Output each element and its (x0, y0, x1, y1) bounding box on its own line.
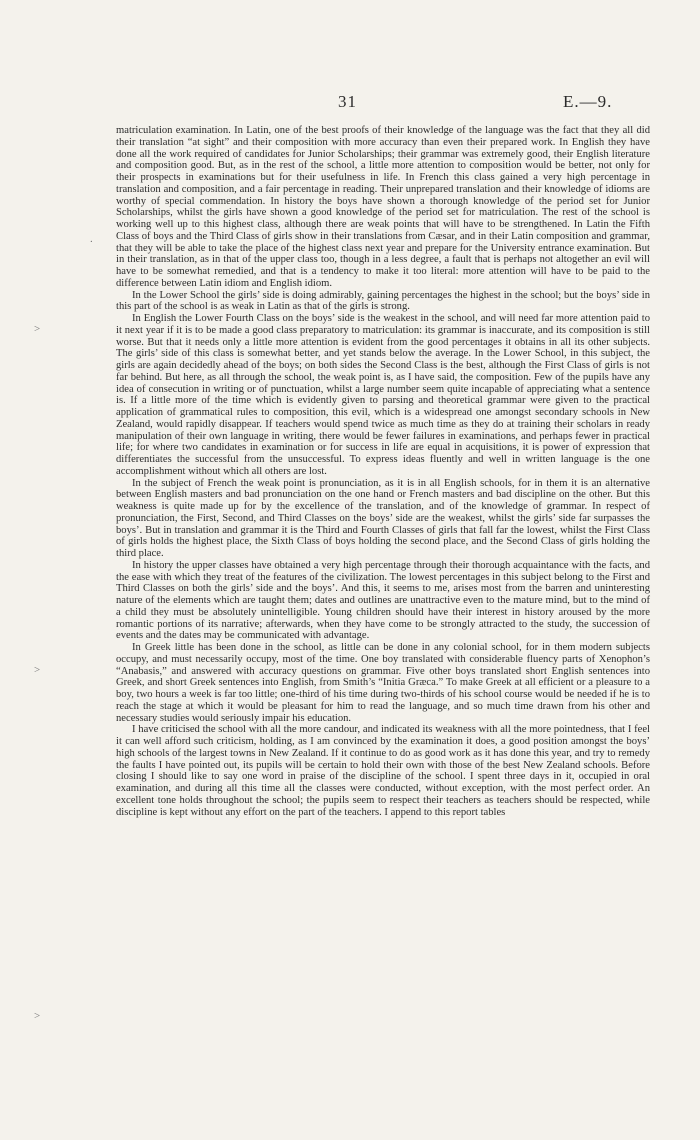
paragraph: In the subject of French the weak point is pronunciation, as it is in all English schools, for in them it is an alternative between English masters and bad pronunciation on the one hand or French masters and bad discipline on the other. But this weakness is quite made up for by the excellence of the translation, and of the knowledge of grammar. In respect of pronunciation, the First, Second, and Third Classes on the boys’ side are the weakest, whilst the girls’ side far surpasses the boys’. But in translation and grammar it is the Third and Fourth Classes of girls that fall far the lowest, whilst the First Class of girls holds the highest place, the Sixth Class of boys holding the second place, and the Second Class of girls holding the third place. (116, 477, 650, 559)
body-text (116, 125, 650, 818)
margin-mark: . (90, 233, 93, 245)
page-number: 31 (338, 92, 357, 111)
paragraph: I have criticised the school with all the more candour, and indicated its weakness with all the more pointedness, that I feel it can well afford such criticism, holding, as I am convinced by the examination it does, a good position amongst the boys’ high schools of the largest towns in New Zealand. If it continue to do as good work as it has done this year, and try to remedy the faults I have pointed out, its pupils will be certain to hold their own with those of the best New Zealand schools. Before closing I should like to say one word in praise of the discipline of the school. I spent three days in it, occupied in oral examination, and during all this time all the classes were conducted, without exception, with the most perfect order. An excellent tone holds throughout the school; the pupils seem to respect their teachers as teachers should be respected, while discipline is kept without any effort on the part of the teachers. I append to this report tables (116, 724, 650, 818)
paragraph: In the Lower School the girls’ side is doing admirably, gaining percentages the highest in the school; but the boys’ side in this part of the school is as weak in Latin as that of the girls is strong. (116, 289, 650, 313)
paragraph: In history the upper classes have obtained a very high percentage through their thorough acquaintance with the facts, and the ease with which they treat of the features of the civilization. The lowest percentages in this subject belong to the First and Third Classes on both the girls’ side and the boys’. And this, it seems to me, arises most from the barren and uninteresting nature of the elements which are taught them; dates and outlines are unattractive even to the mature mind, but to the mind of a child they must be absolutely unintelligible. Young children should have their interest in history aroused by the more romantic portions of its narrative; afterwards, when they have come to be strongly attracted to the study, the succession of events and the dates may be communicated with advantage. (116, 559, 650, 642)
margin-mark: > (34, 323, 41, 335)
document-reference: E.—9. (563, 92, 613, 111)
paragraph: matriculation examination. In Latin, one of the best proofs of their knowledge of the language was the fact that they all did their translation “at sight” and their composition with more accuracy than even their prepared work. In English they have done all the work required of candidates for Junior Scholarships; their grammar was extremely good, their English literature and composition good. But, as in the rest of the school, a little more attention to composition would be better, not only for their prospects in examinations but for their usefulness in life. In French this class gained a very high percentage in translation and composition, and a fair percentage in reading. Their unprepared translation and their knowledge of idioms are worthy of special commendation. In history the boys have shown a thorough knowledge of the period set for Junior Scholarships, whilst the girls have shown a good knowledge of the period set for matriculation. The rest of the school is working well up to this highest class, although there are weak points that will have to be strengthened. In Latin the Fifth Class of boys and the Third Class of girls show in their translations from Cæsar, and in their Latin composition and grammar, that they will be able to take the place of the highest class next year and prepare for the University entrance examination. But in their translation, as in that of the upper class too, though in a less degree, a fault that is perhaps not altogether an evil will have to be somewhat remedied, and that is a tendency to make it too literal: more attention will have to be paid to the difference between Latin idiom and English idiom. (116, 125, 650, 289)
paragraph: In English the Lower Fourth Class on the boys’ side is the weakest in the school, and will need far more attention paid to it next year if it is to be made a good class preparatory to matriculation: its grammar is inaccurate, and its composition is still worse. But that it needs only a little more attention is evident from the good percentages it obtains in all its other subjects. The girls’ side of this class is somewhat better, and yet stands below the average. In the Lower School, in this subject, the girls are again decidedly ahead of the boys; on both sides the Second Class is the best, although the First Class of girls is not far behind. But here, as all through the school, the weak point is, as I have said, the composition. Few of the pupils have any idea of consecution in writing or of punctuation, whilst a large number seem quite incapable of appreciating what a sentence is. If a little more of the time which is evidently given to parsing and theoretical grammar were given to the practical application of grammatical rules to composition, this evil, which is a widespread one amongst secondary schools in New Zealand, would rapidly disappear. If teachers would spend twice as much time as they do at training their scholars in ready manipulation of their own language in writing, there would be fewer failures in examinations, and perhaps fewer in practical life; for where two candidates in examination or for success in life are equal in acquisitions, it is power of expression that differentiates the successful from the unsuccessful. To express ideas fluently and well in written language is the one accomplishment without which all others are lost. (116, 313, 650, 477)
margin-mark: > (34, 1010, 41, 1022)
paragraph: In Greek little has been done in the school, as little can be done in any colonial school, for in them modern subjects occupy, and must necessarily occupy, most of the time. One boy translated with considerable fluency parts of Xenophon’s “Anabasis,” and answered with accuracy questions on grammar. Five other boys translated short English sentences into Greek, and short Greek sentences into English, from Smith’s “Initia Græca.” To make Greek at all efficient or a pleasure to a boy, two hours a week is far too little; one-third of his time during two-thirds of his school course would be needed if he is to reach the stage at which it would be pleasant for him to read the language, and so much time drawn from his other and necessary studies would seriously impair his education. (116, 642, 650, 724)
page-header (0, 92, 700, 116)
margin-mark: > (34, 664, 41, 676)
